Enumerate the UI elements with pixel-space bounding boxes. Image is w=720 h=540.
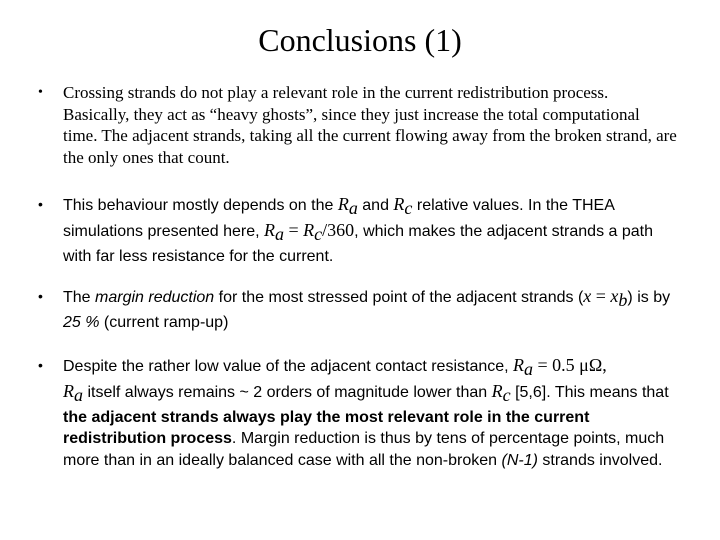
bullet-behaviour (38, 194, 678, 267)
bullet-contact-resistance (38, 355, 678, 471)
bullet-text: Despite the rather low value of the adjacent contact resistance, $R_a = 0.5$ μΩ, $R_a$ itself always remains ~ 2 orders of magnitude lower than $R_c$ [5,6]. This means that the adjacent strands always play the most relevant role in the current redistribution process. Margin reduction is thus by tens of percentage points, much more than in an ideally balanced case with all the non-broken (N-1) strands involved. (63, 355, 669, 469)
bullet-text: The margin reduction for the most stressed point of the adjacent strands $(x = x_b)$ is by 25 % (current ramp-up) (63, 286, 671, 331)
bullet-marker: • (38, 288, 43, 304)
bullet-crossing-strands (38, 82, 678, 168)
equation-ra: R (264, 219, 275, 240)
bullet-marker: • (38, 85, 43, 100)
bullet-text: This behaviour mostly depends on the $R_a$ and $R_c$ relative values. In the THEA simulations presented here, $R_a = R_c/360$, which makes the adjacent strands a path with far less resistance for the current. (63, 194, 654, 265)
bullet-margin-reduction (38, 286, 678, 333)
slide-title: Conclusions (1) (258, 22, 462, 58)
bullet-text: Crossing strands do not play a relevant role in the current redistribution process. Basically, they act as “heavy ghosts”, since they just increase the total computational time. The adjacent strands, taking all the current flowing away from the broken strand, are the only ones that count. (63, 83, 677, 167)
bullet-marker: • (38, 196, 43, 212)
bullet-marker: • (38, 357, 43, 373)
